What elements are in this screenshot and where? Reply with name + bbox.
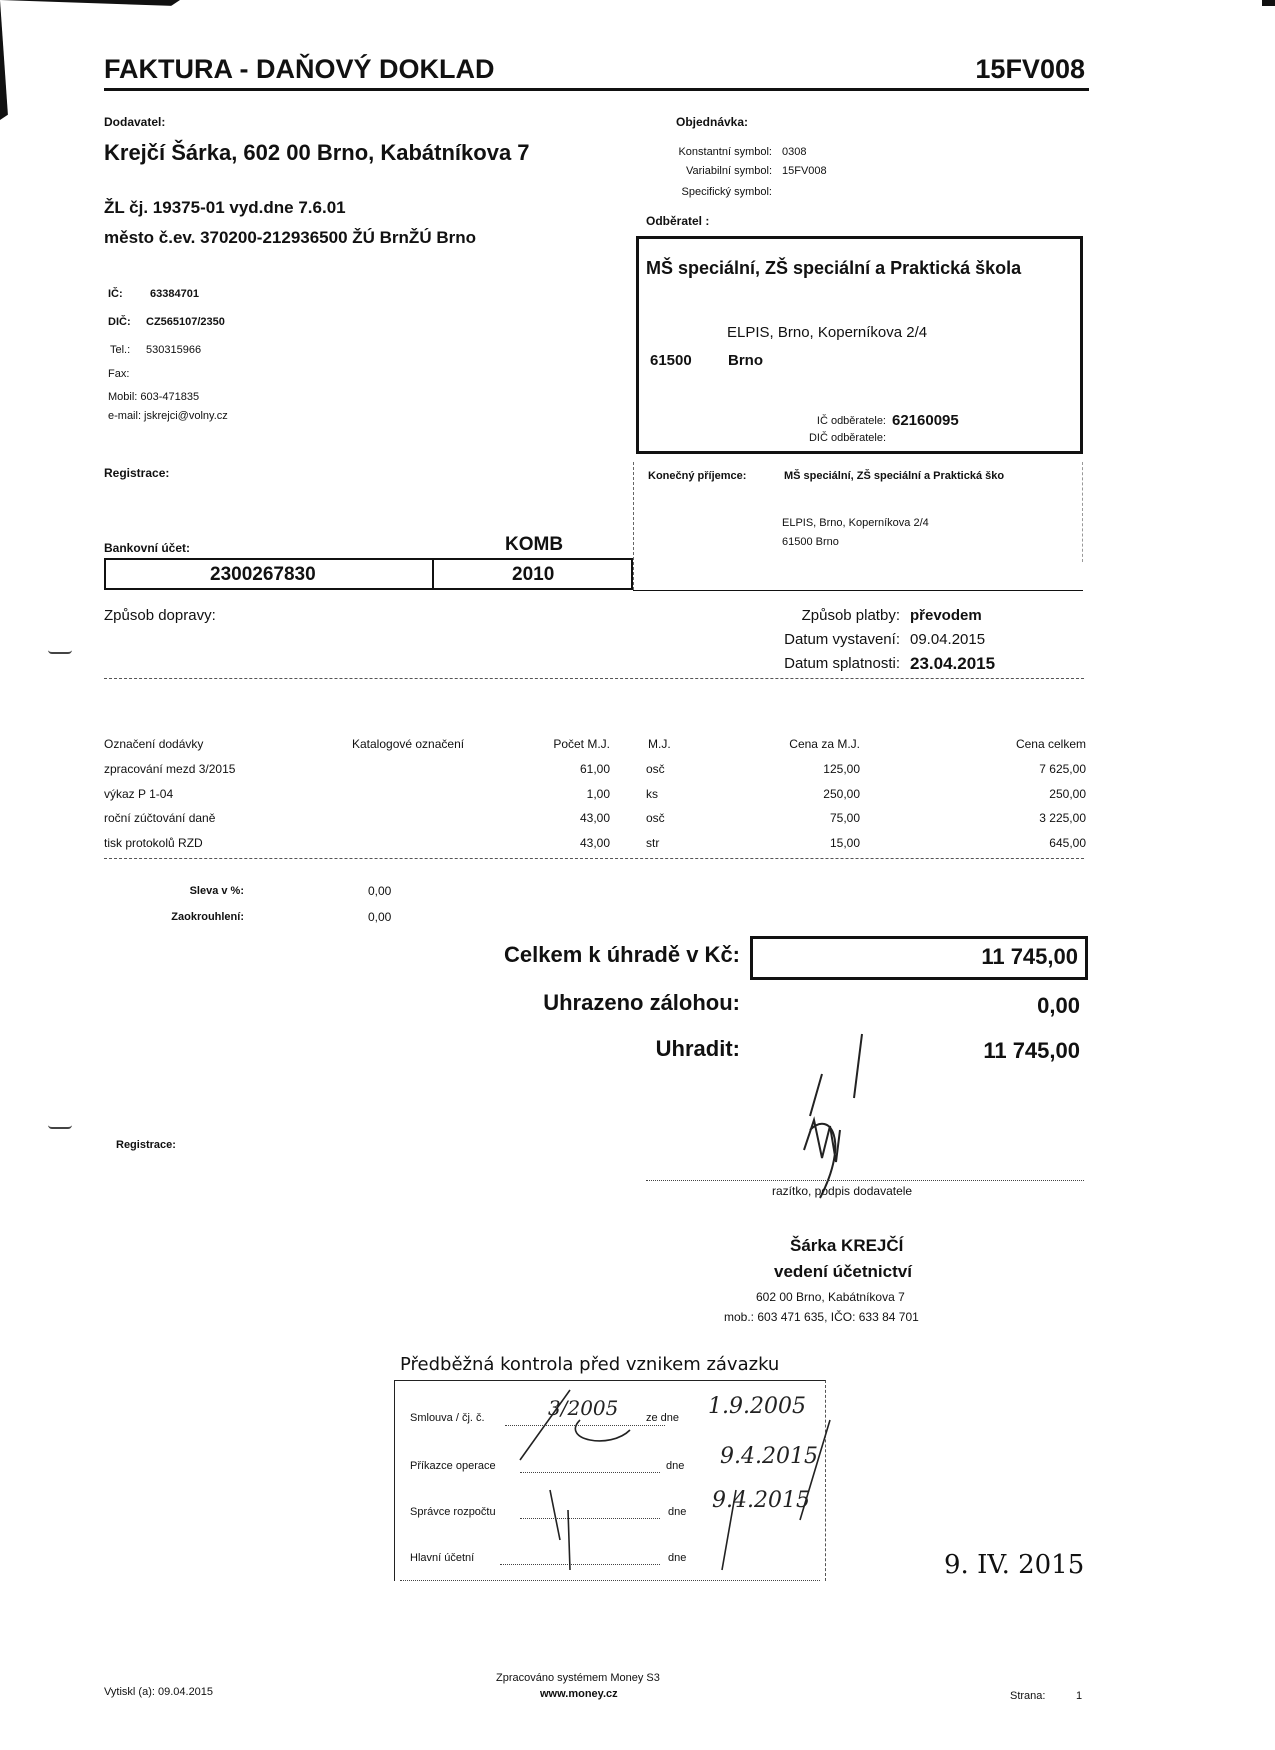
payment-method-label: Způsob platby: <box>801 607 900 624</box>
discount-value: 0,00 <box>368 884 392 898</box>
header-rule <box>104 88 1089 91</box>
control-r4-de: dne <box>668 1552 687 1564</box>
col-header-price: Cena za M.J. <box>789 737 860 751</box>
due-date-label: Datum splatnosti: <box>784 655 900 672</box>
bank-code: 2010 <box>512 564 555 585</box>
bank-label: Bankovní účet: <box>104 541 191 555</box>
stamp-line4: mob.: 603 471 635, IČO: 633 84 701 <box>724 1310 919 1324</box>
registrace-bottom: Registrace: <box>116 1139 176 1151</box>
control-bottom-rule <box>400 1580 820 1581</box>
final-recipient-zipcity: 61500 Brno <box>782 536 839 548</box>
supplier-email: e-mail: jskrejci@volny.cz <box>108 410 228 422</box>
bank-komb-label: KOMB <box>505 534 564 555</box>
issued-date: 09.04.2015 <box>910 631 986 648</box>
control-title: Předběžná kontrola před vznikem závazku <box>400 1354 780 1375</box>
final-recipient-label: Konečný příjemce: <box>648 470 747 482</box>
signature-line <box>646 1180 1084 1181</box>
supplier-tel: 530315966 <box>146 344 202 356</box>
stamp-line1: Šárka KREJČÍ <box>790 1236 904 1255</box>
recipient-left-border <box>633 462 634 590</box>
supplier-name: Krejčí Šárka, 602 00 Brno, Kabátníkova 7 <box>104 140 530 165</box>
margin-mark <box>48 650 72 654</box>
customer-ic-label: IČ odběratele: <box>816 415 886 427</box>
row-qty: 43,00 <box>579 811 610 825</box>
control-r1-date: 1.9.2005 <box>708 1394 806 1419</box>
bank-account: 2300267830 <box>210 564 316 585</box>
row-unit: str <box>646 836 660 850</box>
col-header-name: Označení dodávky <box>104 737 204 751</box>
customer-zip: 61500 <box>650 352 692 369</box>
col-header-total: Cena celkem <box>1015 737 1086 751</box>
row-total: 250,00 <box>1049 787 1086 801</box>
due-date: 23.04.2015 <box>910 654 996 673</box>
payment-method: převodem <box>910 607 982 624</box>
spec-symbol-label: Specifický symbol: <box>681 186 772 198</box>
supplier-tel-label: Tel.: <box>110 344 131 356</box>
edge-mark <box>1262 0 1275 6</box>
signature-caption: razítko, podpis dodavatele <box>772 1184 913 1198</box>
row-price: 15,00 <box>829 836 860 850</box>
recipient-bottom-rule <box>633 590 1083 591</box>
row-total: 7 625,00 <box>1039 762 1086 776</box>
supplier-mesto: město č.ev. 370200-212936500 ŽÚ BrnŽÚ Brno <box>104 228 476 247</box>
control-r3-de: dne <box>668 1506 687 1518</box>
row-qty: 61,00 <box>579 762 610 776</box>
row-price: 125,00 <box>823 762 860 776</box>
recipient-right-border <box>1082 462 1083 562</box>
customer-address: ELPIS, Brno, Koperníkova 2/4 <box>727 324 928 341</box>
row-name: roční zúčtování daně <box>104 811 216 825</box>
footer-printed: Vytiskl (a): 09.04.2015 <box>104 1686 214 1698</box>
stamp-line3: 602 00 Brno, Kabátníkova 7 <box>756 1290 905 1304</box>
supplier-ic: 63384701 <box>150 288 199 300</box>
row-total: 645,00 <box>1049 836 1086 850</box>
control-r4-label: Hlavní účetní <box>410 1552 475 1564</box>
konst-symbol-label: Konstantní symbol: <box>678 146 772 158</box>
final-recipient-name: MŠ speciální, ZŠ speciální a Praktická ško <box>784 470 1005 482</box>
supplier-ic-label: IČ: <box>108 288 123 300</box>
rounding-value: 0,00 <box>368 910 392 924</box>
customer-ic: 62160095 <box>892 412 959 429</box>
control-r1-de: ze dne <box>646 1412 680 1424</box>
pay-label: Uhradit: <box>655 1036 740 1061</box>
footer-page-number: 1 <box>1076 1690 1083 1702</box>
row-total: 3 225,00 <box>1039 811 1086 825</box>
bank-box-divider <box>432 558 434 590</box>
row-qty: 1,00 <box>586 787 610 801</box>
control-r2-date: 9.4.2015 <box>720 1444 818 1469</box>
control-r2-de: dne <box>666 1460 685 1472</box>
footer-system: Zpracováno systémem Money S3 <box>496 1672 660 1684</box>
signature-mark <box>780 1030 880 1200</box>
supplier-label: Dodavatel: <box>104 115 166 129</box>
invoice-number: 15FV008 <box>975 54 1085 84</box>
margin-mark <box>48 1125 72 1129</box>
footer-page-label: Strana: <box>1010 1690 1046 1702</box>
advance-amount: 0,00 <box>1037 993 1080 1018</box>
table-rule <box>104 858 1084 859</box>
control-r3-date: 9.4.2015 <box>712 1488 810 1513</box>
advance-label: Uhrazeno zálohou: <box>543 990 740 1015</box>
row-price: 75,00 <box>829 811 860 825</box>
row-name: zpracování mezd 3/2015 <box>104 762 236 776</box>
date-stamp: 9. IV. 2015 <box>944 1550 1085 1580</box>
col-header-catalog: Katalogové označení <box>352 737 465 751</box>
supplier-zl: ŽL čj. 19375-01 vyd.dne 7.6.01 <box>104 198 346 217</box>
transport-label: Způsob dopravy: <box>104 607 216 624</box>
row-price: 250,00 <box>823 787 860 801</box>
pay-amount: 11 745,00 <box>983 1038 1080 1063</box>
row-qty: 43,00 <box>579 836 610 850</box>
document-title: FAKTURA - DAŇOVÝ DOKLAD <box>104 54 495 84</box>
row-name: výkaz P 1-04 <box>104 787 174 801</box>
row-name: tisk protokolů RZD <box>104 836 203 850</box>
control-handwriting-strokes <box>490 1380 840 1580</box>
control-r3-label: Správce rozpočtu <box>410 1506 496 1518</box>
customer-city: Brno <box>728 352 763 369</box>
supplier-dic: CZ565107/2350 <box>146 316 225 328</box>
control-r2-label: Příkazce operace <box>410 1460 496 1472</box>
customer-dic-label: DIČ odběratele: <box>808 432 886 444</box>
final-recipient-address: ELPIS, Brno, Koperníkova 2/4 <box>782 517 929 529</box>
order-label: Objednávka: <box>676 115 749 129</box>
var-symbol-label: Variabilní symbol: <box>686 165 772 177</box>
supplier-fax-label: Fax: <box>108 368 130 380</box>
total-amount: 11 745,00 <box>981 944 1078 969</box>
control-r1-value: 3/2005 <box>548 1396 619 1420</box>
stamp-line2: vedení účetnictví <box>774 1262 912 1281</box>
col-header-qty: Počet M.J. <box>553 737 610 751</box>
row-unit: ks <box>646 787 658 801</box>
var-symbol: 15FV008 <box>782 165 827 177</box>
supplier-mobil: Mobil: 603-471835 <box>108 391 200 403</box>
row-unit: osč <box>646 762 665 776</box>
col-header-unit: M.J. <box>648 737 671 751</box>
rounding-label: Zaokrouhlení: <box>171 911 244 923</box>
issued-date-label: Datum vystavení: <box>784 631 900 648</box>
control-r1-label: Smlouva / čj. č. <box>410 1412 485 1424</box>
total-label: Celkem k úhradě v Kč: <box>504 942 740 967</box>
payment-rule <box>104 678 1084 679</box>
row-unit: osč <box>646 811 665 825</box>
supplier-registrace: Registrace: <box>104 466 170 480</box>
konst-symbol: 0308 <box>782 146 807 158</box>
discount-label: Sleva v %: <box>189 885 244 897</box>
supplier-dic-label: DIČ: <box>108 316 131 328</box>
customer-label: Odběratel : <box>646 214 710 228</box>
customer-name: MŠ speciální, ZŠ speciální a Praktická škola <box>646 258 1022 278</box>
footer-web: www.money.cz <box>540 1688 618 1700</box>
